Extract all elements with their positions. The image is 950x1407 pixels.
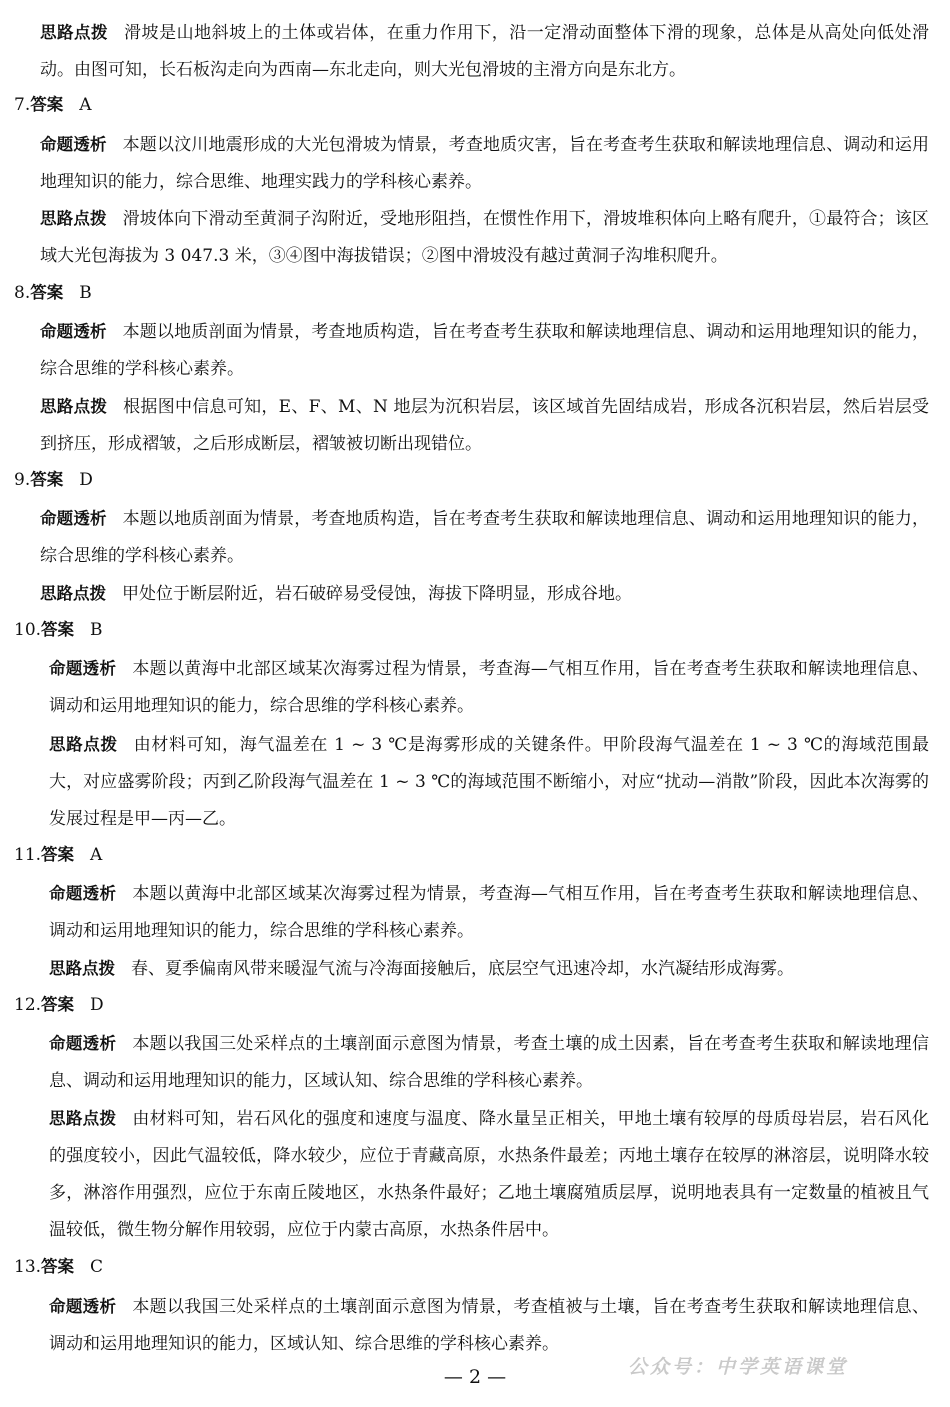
paragraph-text: 春、夏季偏南风带来暖湿气流与冷海面接触后，底层空气迅速冷却，水汽凝结形成海雾。 (131, 959, 794, 979)
page-number: — 2 — (443, 1366, 507, 1388)
answer-label: 答案 (30, 470, 64, 489)
intent-paragraph (40, 313, 929, 388)
idea-paragraph (40, 575, 929, 613)
idea-paragraph (49, 726, 929, 838)
watermark: 公众号：中学英语课堂 (628, 1356, 849, 1378)
answer-value: A (79, 95, 92, 115)
answer-value: C (90, 1257, 104, 1277)
paragraph-text: 本题以汶川地震形成的大光包滑坡为情景，考查地质灾害，旨在考查考生获取和解读地理信息、调动和运用地理知识的能力，综合思维、地理实践力的学科核心素养。 (40, 135, 929, 192)
intent-paragraph (40, 126, 929, 201)
question-number: 8. (14, 283, 31, 303)
paragraph-text: 由材料可知，岩石风化的强度和速度与温度、降水量呈正相关，甲地土壤有较厚的母质母岩层，岩石风化的强度较小，因此气温较低，降水较少，应位于青藏高原，水热条件最差；丙地土壤存在较厚的淋溶层，说明降水较多，淋溶作用强烈，应位于东南丘陵地区，水热条件最好；乙地土壤腐殖质层厚，说明地表具有一定数量的植被且气温较低，微生物分解作用较弱，应位于内蒙古高原，水热条件居中。 (49, 1109, 930, 1240)
answer-label: 答案 (41, 620, 75, 639)
question-number: 13. (14, 1257, 42, 1277)
answer-label: 答案 (41, 995, 75, 1014)
answer-value: D (79, 470, 93, 490)
idea-paragraph (40, 388, 929, 463)
paragraph-text: 本题以我国三处采样点的土壤剖面示意图为情景，考查土壤的成土因素，旨在考查考生获取和解读地理信息、调动和运用地理知识的能力，区域认知、综合思维的学科核心素养。 (49, 1034, 930, 1091)
paragraph-text: 本题以我国三处采样点的土壤剖面示意图为情景，考查植被与土壤，旨在考查考生获取和解读地理信息、调动和运用地理知识的能力，区域认知、综合思维的学科核心素养。 (49, 1297, 930, 1354)
answer-label: 答案 (41, 1257, 75, 1276)
answer-value: B (79, 283, 92, 303)
idea-paragraph (40, 14, 929, 89)
idea-label: 思路点拨 (40, 23, 109, 42)
intent-label: 命题透析 (40, 322, 107, 341)
answer-value: D (90, 995, 104, 1015)
answer-line-q9 (14, 465, 93, 495)
question-number: 12. (14, 995, 42, 1015)
paragraph-text: 由材料可知，海气温差在 1 ~ 3 ℃是海雾形成的关键条件。甲阶段海气温差在 1 ~ 3 ℃的海域范围最大，对应盛雾阶段；丙到乙阶段海气温差在 1 ~ 3 ℃的海域范围不断缩小，对应“扰动—消散”阶段，因此本次海雾的发展过程是甲—丙—乙。 (49, 735, 930, 829)
intent-paragraph (49, 1025, 929, 1100)
answer-label: 答案 (30, 95, 64, 114)
question-number: 10. (14, 620, 42, 640)
intent-label: 命题透析 (49, 1297, 117, 1316)
paragraph-text: 滑坡体向下滑动至黄洞子沟附近，受地形阻挡，在惯性作用下，滑坡堆积体向上略有爬升，①最符合；该区域大光包海拔为 3 047.3 米，③④图中海拔错误；②图中滑坡没有越过黄洞子沟堆积爬升。 (40, 209, 929, 266)
paragraph-text: 本题以地质剖面为情景，考查地质构造，旨在考查考生获取和解读地理信息、调动和运用地理知识的能力，综合思维的学科核心素养。 (40, 322, 929, 379)
paragraph-text: 本题以黄海中北部区域某次海雾过程为情景，考查海—气相互作用，旨在考查考生获取和解读地理信息、调动和运用地理知识的能力，综合思维的学科核心素养。 (49, 659, 930, 716)
idea-paragraph (40, 200, 929, 275)
paragraph-text: 本题以黄海中北部区域某次海雾过程为情景，考查海—气相互作用，旨在考查考生获取和解读地理信息、调动和运用地理知识的能力，综合思维的学科核心素养。 (49, 884, 930, 941)
paragraph-text: 甲处位于断层附近，岩石破碎易受侵蚀，海拔下降明显，形成谷地。 (122, 584, 632, 604)
answer-line-q11 (14, 840, 102, 870)
question-number: 9. (14, 470, 31, 490)
idea-paragraph (49, 1100, 929, 1249)
answer-line-q12 (14, 990, 104, 1020)
intent-label: 命题透析 (40, 509, 107, 528)
idea-label: 思路点拨 (49, 959, 115, 978)
intent-paragraph (40, 500, 929, 575)
question-number: 7. (14, 95, 31, 115)
idea-label: 思路点拨 (49, 735, 118, 754)
intent-label: 命题透析 (49, 884, 117, 903)
intent-label: 命题透析 (40, 135, 107, 154)
paragraph-text: 根据图中信息可知，E、F、M、N 地层为沉积岩层，该区域首先固结成岩，形成各沉积岩层，然后岩层受到挤压，形成褶皱，之后形成断层，褶皱被切断出现错位。 (40, 397, 930, 454)
intent-label: 命题透析 (49, 1034, 117, 1053)
idea-label: 思路点拨 (49, 1109, 117, 1128)
answer-line-q7 (14, 90, 92, 120)
paragraph-text: 滑坡是山地斜坡上的土体或岩体，在重力作用下，沿一定滑动面整体下滑的现象，总体是从高处向低处滑动。由图可知，长石板沟走向为西南—东北走向，则大光包滑坡的主滑方向是东北方。 (40, 23, 930, 80)
answer-line-q10 (14, 615, 103, 645)
idea-label: 思路点拨 (40, 584, 106, 603)
intent-paragraph (49, 650, 929, 725)
paragraph-text: 本题以地质剖面为情景，考查地质构造，旨在考查考生获取和解读地理信息、调动和运用地理知识的能力，综合思维的学科核心素养。 (40, 509, 929, 566)
answer-label: 答案 (30, 283, 64, 302)
intent-paragraph (49, 875, 929, 950)
idea-paragraph (49, 950, 929, 988)
answer-value: A (90, 845, 103, 865)
idea-label: 思路点拨 (40, 397, 108, 416)
answer-line-q8 (14, 278, 92, 308)
answer-line-q13 (14, 1252, 103, 1282)
intent-label: 命题透析 (49, 659, 117, 678)
idea-label: 思路点拨 (40, 209, 107, 228)
answer-label: 答案 (41, 845, 75, 864)
answer-value: B (90, 620, 103, 640)
question-number: 11. (14, 845, 42, 865)
